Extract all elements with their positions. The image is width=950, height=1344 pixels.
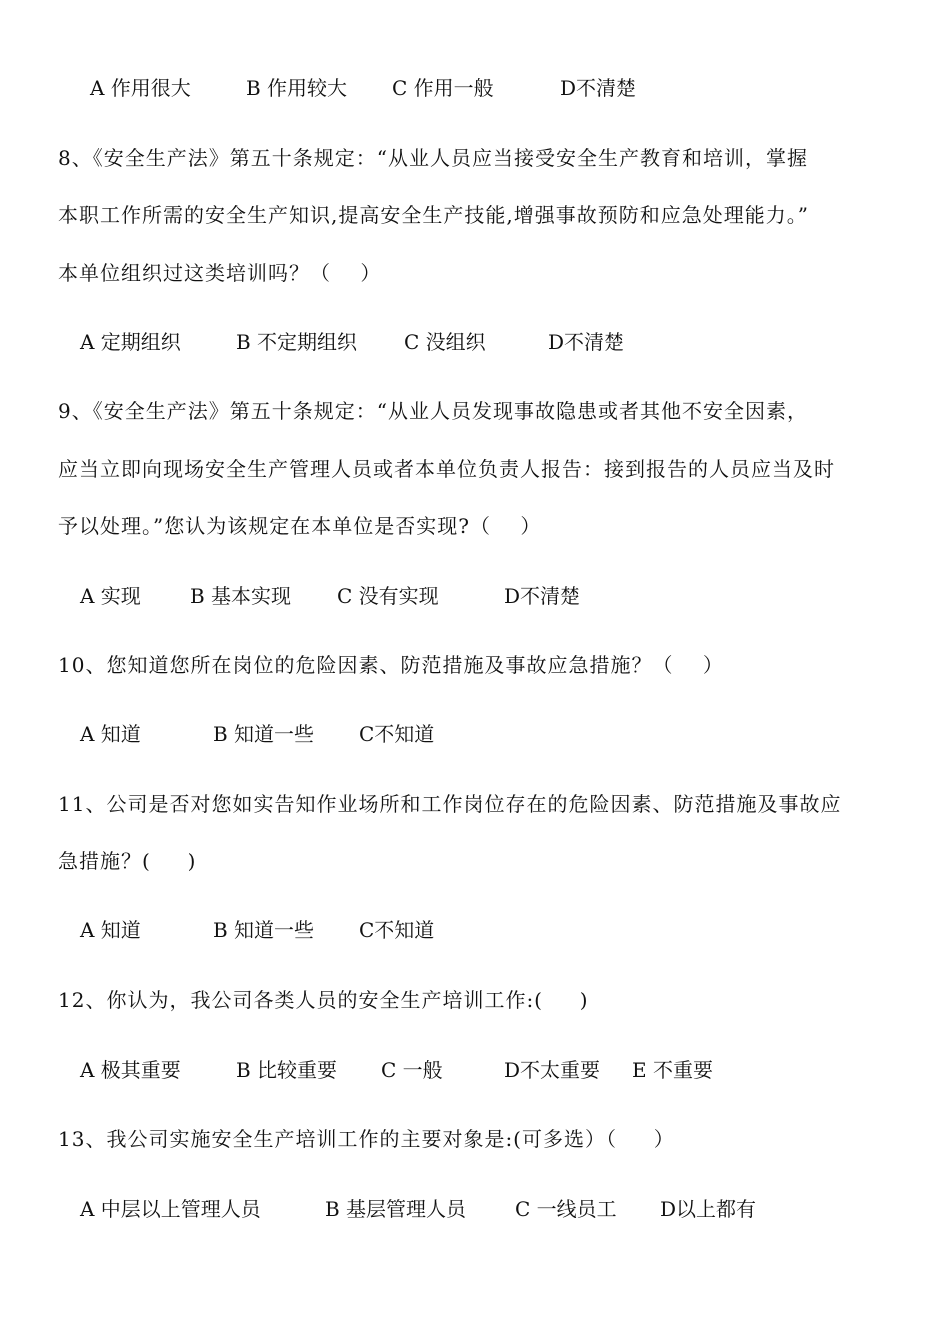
q12-option-e: E 不重要: [632, 1058, 713, 1082]
q8-text-line-2: 本职工作所需的安全生产知识,提高安全生产技能,增强事故预防和应急处理能力。”: [58, 203, 809, 227]
q13-option-a: A 中层以上管理人员: [80, 1197, 261, 1221]
q11-option-b: B 知道一些: [213, 918, 315, 942]
q8-option-c: C 没组织: [404, 330, 486, 354]
q9-option-c: C 没有实现: [337, 584, 439, 608]
q7-option-c: C 作用一般: [392, 76, 494, 100]
q8-text-line-3: 本单位组织过这类培训吗？（ ）: [58, 261, 382, 285]
q7-option-b: B 作用较大: [246, 76, 348, 100]
q8-option-a: A 定期组织: [80, 330, 181, 354]
q9-option-d: D不清楚: [504, 584, 581, 608]
q9-option-b: B 基本实现: [190, 584, 292, 608]
q12-option-a: A 极其重要: [80, 1058, 181, 1082]
q8-option-b: B 不定期组织: [236, 330, 358, 354]
q12-option-b: B 比较重要: [236, 1058, 338, 1082]
q12-option-d: D不太重要: [504, 1058, 601, 1082]
q7-option-a: A 作用很大: [90, 76, 191, 100]
q8-option-d: D不清楚: [548, 330, 625, 354]
q13-option-b: B 基层管理人员: [325, 1197, 467, 1221]
q9-text-line-3: 予以处理。”您认为该规定在本单位是否实现?（ ）: [58, 514, 542, 538]
q10-option-c: C不知道: [359, 722, 435, 746]
q13-option-c: C 一线员工: [515, 1197, 617, 1221]
q11-text-line-2: 急措施？( ): [58, 849, 197, 873]
q10-option-a: A 知道: [80, 722, 141, 746]
q9-text-line-2: 应当立即向现场安全生产管理人员或者本单位负责人报告：接到报告的人员应当及时: [58, 457, 835, 481]
q13-option-d: D以上都有: [660, 1197, 757, 1221]
q13-text-line-1: 13、我公司实施安全生产培训工作的主要对象是:(可多选）（ ）: [58, 1127, 675, 1151]
q10-text-line-1: 10、您知道您所在岗位的危险因素、防范措施及事故应急措施？（ ）: [58, 653, 724, 677]
q12-option-c: C 一般: [381, 1058, 443, 1082]
q7-option-d: D不清楚: [560, 76, 637, 100]
q10-option-b: B 知道一些: [213, 722, 315, 746]
q11-text-line-1: 11、公司是否对您如实告知作业场所和工作岗位存在的危险因素、防范措施及事故应: [58, 792, 842, 816]
q12-text-line-1: 12、你认为，我公司各类人员的安全生产培训工作:( ): [58, 988, 589, 1012]
q8-text-line-1: 8、《安全生产法》第五十条规定：“从业人员应当接受安全生产教育和培训，掌握: [58, 146, 808, 170]
q9-option-a: A 实现: [80, 584, 141, 608]
q11-option-c: C不知道: [359, 918, 435, 942]
q9-text-line-1: 9、《安全生产法》第五十条规定：“从业人员发现事故隐患或者其他不安全因素，: [58, 399, 808, 423]
q11-option-a: A 知道: [80, 918, 141, 942]
